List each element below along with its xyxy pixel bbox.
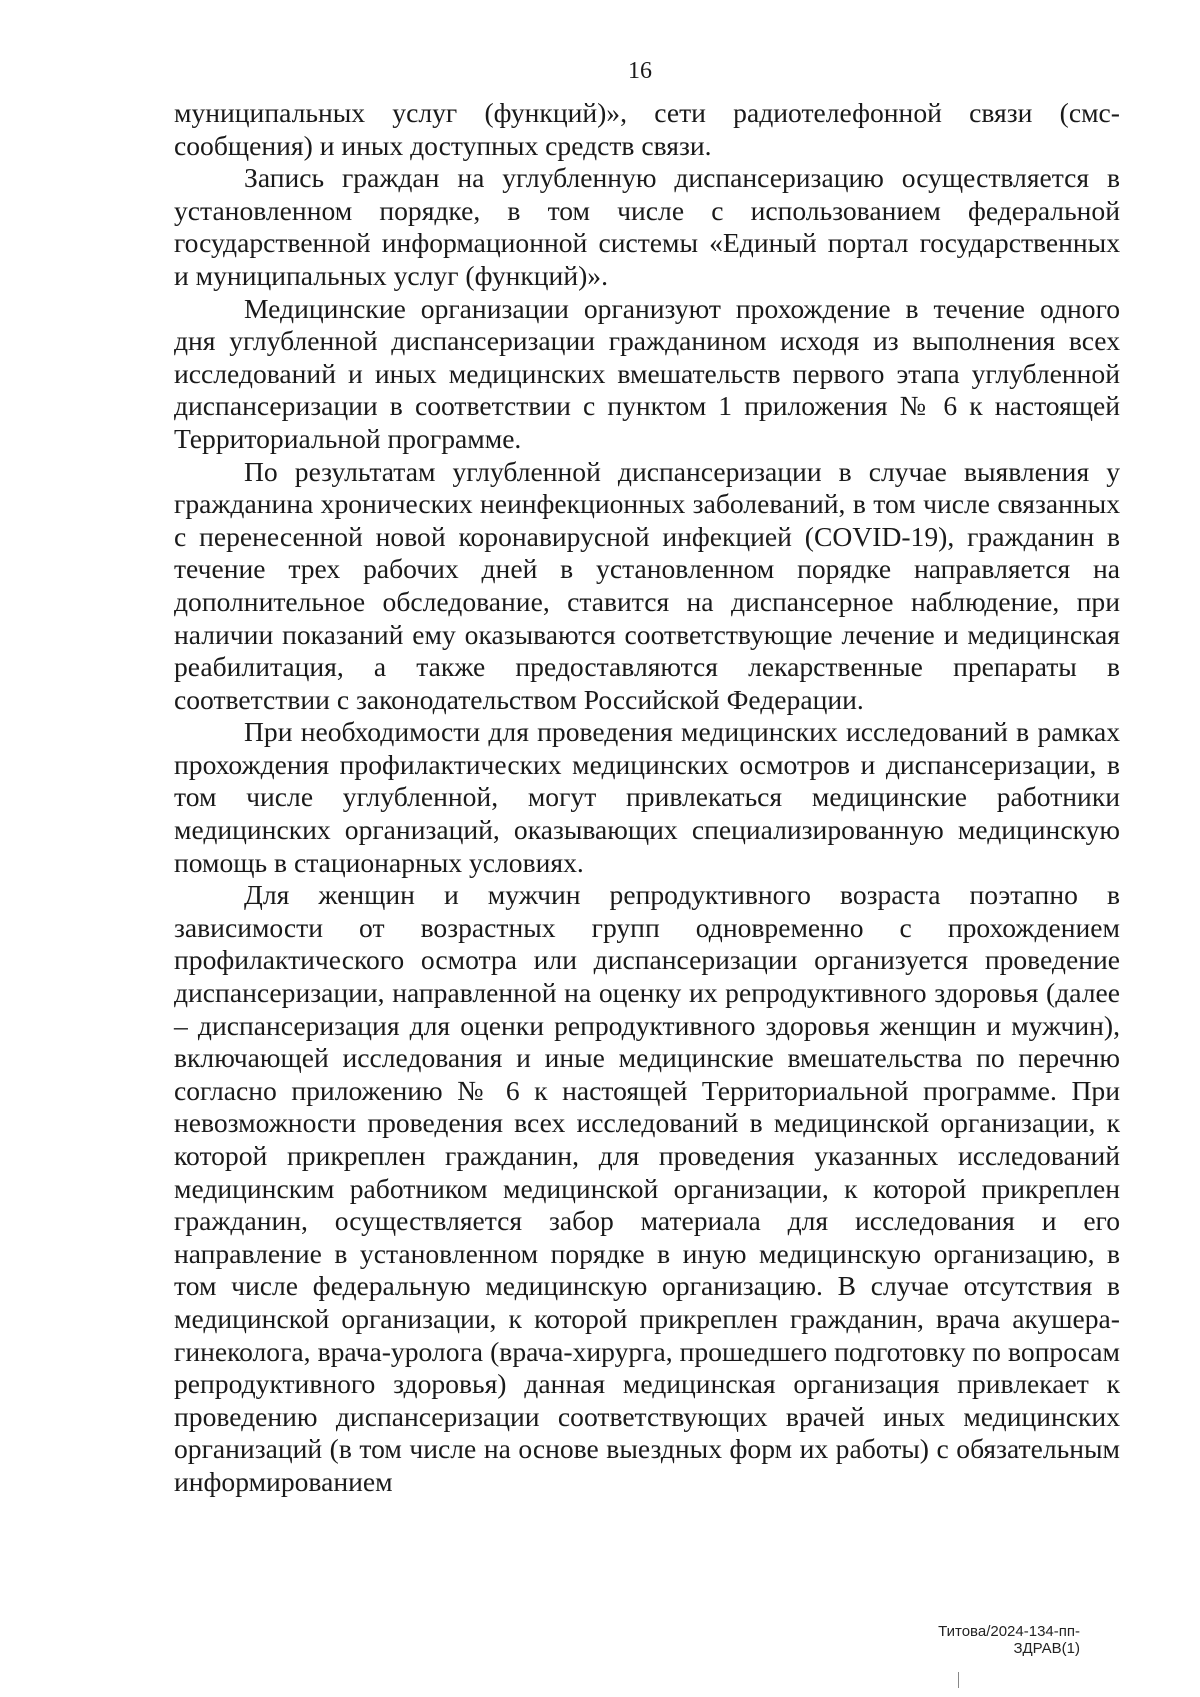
paragraph-examination-results: По результатам углубленной диспансеризации в случае выявления у гражданина хронических неинфекционных заболеваний, в том числе связанных с перенесенной новой коронавирусной инфекцией (COVID-19), гражданин в течение трех рабочих дней в установленном порядке направляется на дополнительное обследование, ставится на диспансерное наблюдение, при наличии показаний ему оказываются соответствующие лечение и медицинская реабилитация, а также предоставляются лекарственные препараты в соответствии с законодательством Российской Федерации. bbox=[174, 455, 1120, 715]
paragraph-one-day-examination: Медицинские организации организуют прохождение в течение одного дня углубленной диспансеризации гражданином исходя из выполнения всех исследований и иных медицинских вмешательств первого этапа углубленной диспансеризации в соответствии с пунктом 1 приложения № 6 к настоящей Территориальной программе. bbox=[174, 292, 1120, 454]
document-body bbox=[174, 97, 1120, 1499]
page-number: 16 bbox=[628, 58, 652, 84]
paragraph-continuation: муниципальных услуг (функций)», сети радиотелефонной связи (смс-сообщения) и иных доступных средств связи. bbox=[174, 97, 1120, 161]
paragraph-reproductive-health: Для женщин и мужчин репродуктивного возраста поэтапно в зависимости от возрастных групп одновременно с прохождением профилактического осмотра или диспансеризации организуется проведение диспансеризации, направленной на оценку их репродуктивного здоровья (далее – диспансеризация для оценки репродуктивного здоровья женщин и мужчин), включающей исследования и иные медицинские вмешательства по перечню согласно приложению № 6 к настоящей Территориальной программе. При невозможности проведения всех исследований в медицинской организации, к которой прикреплен гражданин, для проведения указанных исследований медицинским работником медицинской организации, к которой прикреплен гражданин, осуществляется забор материала для исследования и его направление в установленном порядке в иную медицинскую организацию, в том числе федеральную медицинскую организацию. В случае отсутствия в медицинской организации, к которой прикреплен гражданин, врача акушера-гинеколога, врача-уролога (врача-хирурга, прошедшего подготовку по вопросам репродуктивного здоровья) данная медицинская организация привлекает к проведению диспансеризации соответствующих врачей иных медицинских организаций (в том числе на основе выездных форм их работы) с обязательным информированием bbox=[174, 879, 1120, 1497]
document-reference-code: Титова/2024-134-пп-ЗДРАВ(1) bbox=[938, 1623, 1080, 1657]
paragraph-appointment-registration: Запись граждан на углубленную диспансеризацию осуществляется в установленном порядке, в том числе с использованием федеральной государственной информационной системы «Единый портал государственных и муниципальных услуг (функций)». bbox=[174, 162, 1120, 291]
paragraph-specialized-workers: При необходимости для проведения медицинских исследований в рамках прохождения профилактических медицинских осмотров и диспансеризации, в том числе углубленной, могут привлекаться медицинские работники медицинских организаций, оказывающих специализированную медицинскую помощь в стационарных условиях. bbox=[174, 716, 1120, 878]
scan-artifact-mark bbox=[958, 1672, 959, 1688]
